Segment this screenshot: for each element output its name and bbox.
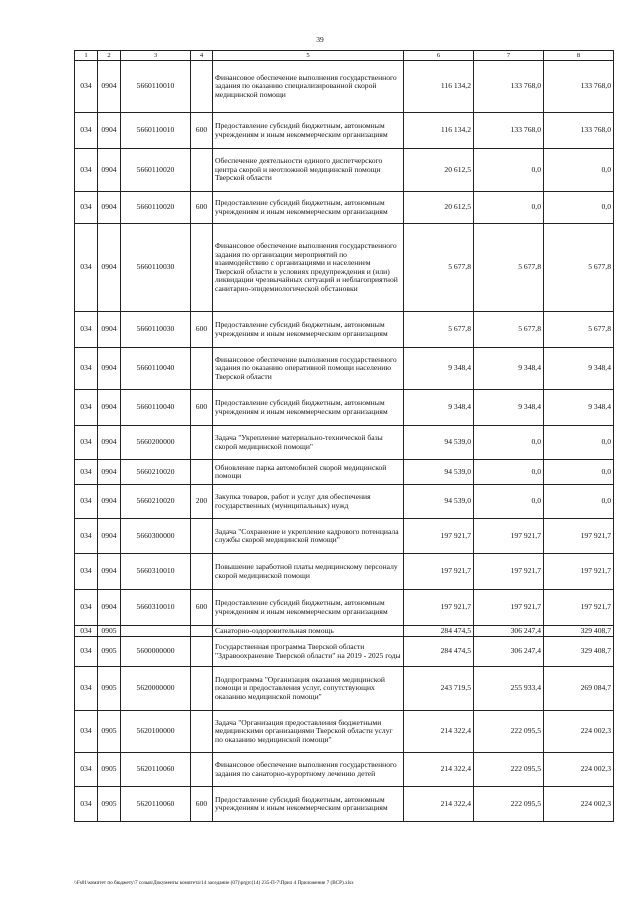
description-cell: Государственная программа Тверской области "Здравоохранение Тверской области" на 2019 - 2025 годы	[213, 637, 404, 667]
target-article-cell: 5660110010	[121, 113, 191, 149]
ministry-code-cell: 034	[75, 224, 98, 312]
section-code-cell: 0904	[98, 312, 121, 348]
target-article-cell: 5660210020	[121, 485, 191, 519]
amount-year1-cell: 9 348,4	[404, 348, 474, 390]
amount-year3-cell: 9 348,4	[544, 348, 614, 390]
table-row	[75, 753, 614, 787]
target-article-cell: 5620110060	[121, 753, 191, 787]
amount-year2-cell: 306 247,4	[474, 637, 544, 667]
table-row	[75, 61, 614, 113]
table-row	[75, 192, 614, 224]
section-code-cell: 0904	[98, 113, 121, 149]
amount-year3-cell: 133 768,0	[544, 61, 614, 113]
expense-type-cell	[191, 554, 213, 590]
description-cell: Предоставление субсидий бюджетным, автономным учреждениям и иным некоммерческим организациям	[213, 390, 404, 426]
section-code-cell: 0904	[98, 485, 121, 519]
amount-year1-cell: 116 134,2	[404, 113, 474, 149]
target-article-cell: 5660310010	[121, 590, 191, 626]
table-row	[75, 637, 614, 667]
table-row	[75, 519, 614, 554]
table-row	[75, 460, 614, 485]
expense-type-cell	[191, 348, 213, 390]
section-code-cell: 0904	[98, 61, 121, 113]
description-cell: Финансовое обеспечение выполнения государственного задания по оказанию оперативной помощи населению Тверской области	[213, 348, 404, 390]
description-cell: Обеспечение деятельности единого диспетчерского центра скорой и неотложной медицинской помощи Тверской области	[213, 149, 404, 192]
target-article-cell: 5660110030	[121, 224, 191, 312]
table-row	[75, 390, 614, 426]
amount-year2-cell: 9 348,4	[474, 348, 544, 390]
section-code-cell: 0904	[98, 348, 121, 390]
ministry-code-cell: 034	[75, 149, 98, 192]
ministry-code-cell: 034	[75, 460, 98, 485]
amount-year1-cell: 284 474,5	[404, 626, 474, 637]
budget-table	[74, 50, 614, 822]
description-cell: Задача "Организация предоставления бюджетными медицинскими организациями Тверской области услуг по оказанию медицинской помощи"	[213, 711, 404, 753]
amount-year2-cell: 197 921,7	[474, 554, 544, 590]
amount-year2-cell: 0,0	[474, 426, 544, 460]
table-row	[75, 426, 614, 460]
ministry-code-cell: 034	[75, 61, 98, 113]
col-header-3: 3	[121, 51, 191, 61]
target-article-cell: 5620100000	[121, 711, 191, 753]
amount-year3-cell: 269 084,7	[544, 667, 614, 711]
amount-year1-cell: 116 134,2	[404, 61, 474, 113]
table-row	[75, 224, 614, 312]
ministry-code-cell: 034	[75, 554, 98, 590]
section-code-cell: 0905	[98, 667, 121, 711]
ministry-code-cell: 034	[75, 753, 98, 787]
amount-year3-cell: 224 002,3	[544, 711, 614, 753]
table-row	[75, 348, 614, 390]
amount-year1-cell: 197 921,7	[404, 554, 474, 590]
target-article-cell: 5660110020	[121, 192, 191, 224]
target-article-cell: 5600000000	[121, 637, 191, 667]
amount-year3-cell: 197 921,7	[544, 590, 614, 626]
description-cell: Финансовое обеспечение выполнения государственного задания по оказанию специализированной скорой медицинской помощи	[213, 61, 404, 113]
expense-type-cell: 600	[191, 113, 213, 149]
target-article-cell: 5660310010	[121, 554, 191, 590]
amount-year3-cell: 5 677,8	[544, 312, 614, 348]
target-article-cell: 5660200000	[121, 426, 191, 460]
amount-year2-cell: 9 348,4	[474, 390, 544, 426]
expense-type-cell	[191, 519, 213, 554]
amount-year1-cell: 243 719,5	[404, 667, 474, 711]
expense-type-cell	[191, 753, 213, 787]
expense-type-cell	[191, 61, 213, 113]
amount-year2-cell: 133 768,0	[474, 61, 544, 113]
amount-year3-cell: 133 768,0	[544, 113, 614, 149]
ministry-code-cell: 034	[75, 312, 98, 348]
amount-year1-cell: 94 539,0	[404, 426, 474, 460]
table-row	[75, 485, 614, 519]
amount-year1-cell: 214 322,4	[404, 787, 474, 822]
expense-type-cell: 200	[191, 485, 213, 519]
amount-year1-cell: 197 921,7	[404, 519, 474, 554]
amount-year3-cell: 0,0	[544, 192, 614, 224]
amount-year3-cell: 197 921,7	[544, 554, 614, 590]
amount-year3-cell: 224 002,3	[544, 787, 614, 822]
table-row	[75, 149, 614, 192]
section-code-cell: 0904	[98, 590, 121, 626]
amount-year3-cell: 0,0	[544, 149, 614, 192]
section-code-cell: 0904	[98, 519, 121, 554]
description-cell: Санаторно-оздоровительная помощь	[213, 626, 404, 637]
amount-year2-cell: 133 768,0	[474, 113, 544, 149]
amount-year2-cell: 222 095,5	[474, 753, 544, 787]
amount-year2-cell: 0,0	[474, 460, 544, 485]
target-article-cell: 5660110010	[121, 61, 191, 113]
col-header-2: 2	[98, 51, 121, 61]
amount-year3-cell: 197 921,7	[544, 519, 614, 554]
amount-year3-cell: 0,0	[544, 460, 614, 485]
header-row	[75, 51, 614, 61]
col-header-5: 5	[213, 51, 404, 61]
amount-year1-cell: 5 677,8	[404, 224, 474, 312]
ministry-code-cell: 034	[75, 426, 98, 460]
expense-type-cell	[191, 149, 213, 192]
expense-type-cell	[191, 460, 213, 485]
target-article-cell: 5660110040	[121, 348, 191, 390]
amount-year1-cell: 9 348,4	[404, 390, 474, 426]
amount-year1-cell: 214 322,4	[404, 753, 474, 787]
amount-year3-cell: 9 348,4	[544, 390, 614, 426]
section-code-cell: 0904	[98, 460, 121, 485]
description-cell: Задача "Сохранение и укрепление кадрового потенциала службы скорой медицинской помощи"	[213, 519, 404, 554]
amount-year1-cell: 94 539,0	[404, 485, 474, 519]
table-row	[75, 711, 614, 753]
target-article-cell: 5660110020	[121, 149, 191, 192]
expense-type-cell: 600	[191, 390, 213, 426]
amount-year2-cell: 222 095,5	[474, 711, 544, 753]
description-cell: Обновление парка автомобилей скорой медицинской помощи	[213, 460, 404, 485]
section-code-cell: 0905	[98, 626, 121, 637]
amount-year3-cell: 0,0	[544, 426, 614, 460]
ministry-code-cell: 034	[75, 787, 98, 822]
description-cell: Предоставление субсидий бюджетным, автономным учреждениям и иным некоммерческим организациям	[213, 590, 404, 626]
description-cell: Предоставление субсидий бюджетным, автономным учреждениям и иным некоммерческим организациям	[213, 787, 404, 822]
section-code-cell: 0904	[98, 149, 121, 192]
expense-type-cell	[191, 637, 213, 667]
expense-type-cell: 600	[191, 590, 213, 626]
section-code-cell: 0904	[98, 426, 121, 460]
section-code-cell: 0904	[98, 554, 121, 590]
amount-year2-cell: 5 677,8	[474, 224, 544, 312]
amount-year1-cell: 197 921,7	[404, 590, 474, 626]
amount-year1-cell: 5 677,8	[404, 312, 474, 348]
target-article-cell: 5660110030	[121, 312, 191, 348]
target-article-cell: 5660210020	[121, 460, 191, 485]
table-row	[75, 787, 614, 822]
file-path-footer: \\Fs01\комитет по бюджету\7 созыв\Документы комитета\14 заседание (07)\prgrc(14) 235-П-7\Прил 4 Приложение 7 (ВСР).xlsx	[74, 880, 354, 886]
col-header-1: 1	[75, 51, 98, 61]
description-cell: Финансовое обеспечение выполнения государственного задания по санаторно-курортному лечению детей	[213, 753, 404, 787]
target-article-cell	[121, 626, 191, 637]
ministry-code-cell: 034	[75, 519, 98, 554]
expense-type-cell: 600	[191, 192, 213, 224]
section-code-cell: 0904	[98, 390, 121, 426]
table-row	[75, 667, 614, 711]
amount-year1-cell: 284 474,5	[404, 637, 474, 667]
amount-year2-cell: 0,0	[474, 485, 544, 519]
expense-type-cell: 600	[191, 312, 213, 348]
ministry-code-cell: 034	[75, 390, 98, 426]
table-row	[75, 590, 614, 626]
amount-year2-cell: 306 247,4	[474, 626, 544, 637]
ministry-code-cell: 034	[75, 711, 98, 753]
table-row	[75, 626, 614, 637]
amount-year3-cell: 5 677,8	[544, 224, 614, 312]
ministry-code-cell: 034	[75, 348, 98, 390]
expense-type-cell	[191, 224, 213, 312]
amount-year2-cell: 222 095,5	[474, 787, 544, 822]
section-code-cell: 0905	[98, 711, 121, 753]
ministry-code-cell: 034	[75, 626, 98, 637]
description-cell: Предоставление субсидий бюджетным, автономным учреждениям и иным некоммерческим организациям	[213, 312, 404, 348]
target-article-cell: 5620000000	[121, 667, 191, 711]
amount-year3-cell: 329 408,7	[544, 626, 614, 637]
table-row	[75, 113, 614, 149]
ministry-code-cell: 034	[75, 192, 98, 224]
section-code-cell: 0905	[98, 637, 121, 667]
amount-year1-cell: 94 539,0	[404, 460, 474, 485]
section-code-cell: 0905	[98, 787, 121, 822]
description-cell: Предоставление субсидий бюджетным, автономным учреждениям и иным некоммерческим организациям	[213, 192, 404, 224]
table-row	[75, 312, 614, 348]
description-cell: Предоставление субсидий бюджетным, автономным учреждениям и иным некоммерческим организациям	[213, 113, 404, 149]
amount-year3-cell: 0,0	[544, 485, 614, 519]
ministry-code-cell: 034	[75, 485, 98, 519]
amount-year2-cell: 0,0	[474, 149, 544, 192]
page-number: 39	[316, 35, 324, 44]
col-header-6: 6	[404, 51, 474, 61]
col-header-7: 7	[474, 51, 544, 61]
amount-year3-cell: 329 408,7	[544, 637, 614, 667]
ministry-code-cell: 034	[75, 667, 98, 711]
table-row	[75, 554, 614, 590]
target-article-cell: 5660300000	[121, 519, 191, 554]
amount-year2-cell: 255 933,4	[474, 667, 544, 711]
amount-year2-cell: 5 677,8	[474, 312, 544, 348]
amount-year1-cell: 20 612,5	[404, 192, 474, 224]
amount-year1-cell: 214 322,4	[404, 711, 474, 753]
section-code-cell: 0905	[98, 753, 121, 787]
col-header-8: 8	[544, 51, 614, 61]
description-cell: Задача "Укрепление материально-технической базы скорой медицинской помощи"	[213, 426, 404, 460]
target-article-cell: 5660110040	[121, 390, 191, 426]
description-cell: Подпрограмма "Организация оказания медицинской помощи и предоставления услуг, сопутствующих оказанию медицинской помощи"	[213, 667, 404, 711]
description-cell: Финансовое обеспечение выполнения государственного задания по организации мероприятий по взаимодействию с организациями и населением Тверской области в условиях предупреждения и (или) ликвидации чрезвычайных ситуаций и неблагоприятной санитарно-эпидемиологической обстановки	[213, 224, 404, 312]
section-code-cell: 0904	[98, 192, 121, 224]
expense-type-cell	[191, 426, 213, 460]
amount-year2-cell: 0,0	[474, 192, 544, 224]
ministry-code-cell: 034	[75, 637, 98, 667]
section-code-cell: 0904	[98, 224, 121, 312]
ministry-code-cell: 034	[75, 590, 98, 626]
amount-year1-cell: 20 612,5	[404, 149, 474, 192]
amount-year3-cell: 224 002,3	[544, 753, 614, 787]
expense-type-cell	[191, 626, 213, 637]
expense-type-cell: 600	[191, 787, 213, 822]
amount-year2-cell: 197 921,7	[474, 519, 544, 554]
expense-type-cell	[191, 711, 213, 753]
amount-year2-cell: 197 921,7	[474, 590, 544, 626]
target-article-cell: 5620110060	[121, 787, 191, 822]
col-header-4: 4	[191, 51, 213, 61]
expense-type-cell	[191, 667, 213, 711]
description-cell: Повышение заработной платы медицинскому персоналу скорой медицинской помощи	[213, 554, 404, 590]
ministry-code-cell: 034	[75, 113, 98, 149]
description-cell: Закупка товаров, работ и услуг для обеспечения государственных (муниципальных) нужд	[213, 485, 404, 519]
